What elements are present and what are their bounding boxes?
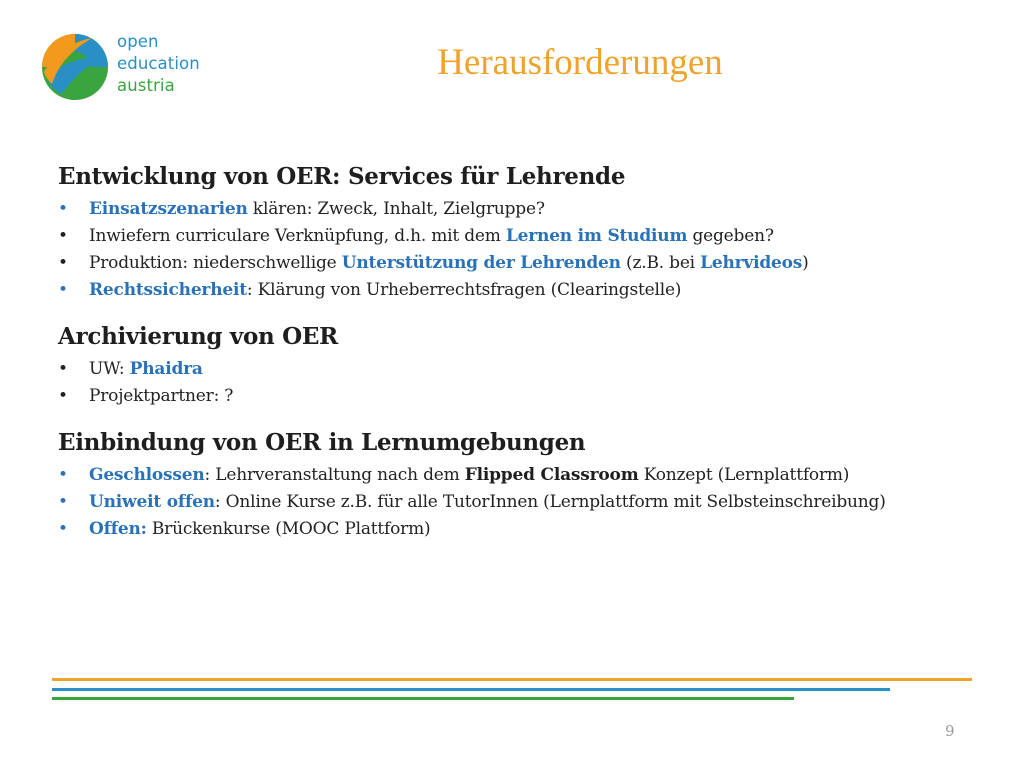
- highlighted-term: Geschlossen: [89, 465, 205, 485]
- section-heading: Einbindung von OER in Lernumgebungen: [58, 429, 586, 456]
- footer-line-orange: [52, 678, 972, 681]
- footer-line-green: [52, 697, 794, 700]
- list-item: [58, 197, 958, 221]
- item-text: : Lehrveranstaltung nach dem: [204, 465, 465, 485]
- bullet-icon: •: [58, 359, 68, 379]
- bullet-list: [58, 463, 958, 541]
- bullet-icon: •: [58, 280, 68, 300]
- page-number: 9: [945, 722, 955, 740]
- item-text: : Klärung von Urheberrechtsfragen (Clearingstelle): [246, 280, 682, 300]
- logo-line-education: education: [117, 54, 200, 73]
- item-text: klären: Zweck, Inhalt, Zielgruppe?: [247, 199, 545, 219]
- bullet-icon: •: [58, 519, 68, 539]
- highlighted-term: Phaidra: [129, 359, 203, 379]
- logo-line-open: open: [117, 32, 159, 51]
- section-heading: Entwicklung von OER: Services für Lehrende: [58, 163, 626, 190]
- logo-mark-icon: [40, 32, 110, 102]
- list-item: [58, 490, 958, 514]
- section-heading: Archivierung von OER: [58, 323, 338, 350]
- bullet-list: [58, 357, 958, 408]
- item-text: : Online Kurse z.B. für alle TutorInnen (Lernplattform mit Selbsteinschreibung): [214, 492, 886, 512]
- highlighted-term: Rechtssicherheit: [89, 280, 247, 300]
- logo-line-austria: austria: [117, 76, 175, 95]
- list-item: [58, 463, 958, 487]
- bullet-icon: •: [58, 465, 68, 485]
- list-item: [58, 357, 958, 381]
- bullet-icon: •: [58, 253, 68, 273]
- slide-title: Herausforderungen: [437, 42, 723, 83]
- bullet-icon: •: [58, 199, 68, 219]
- section-3: [58, 426, 958, 541]
- item-text: gegeben?: [687, 226, 774, 246]
- section-2: [58, 320, 958, 408]
- item-text: Projektpartner: ?: [89, 386, 234, 406]
- list-item: [58, 224, 958, 248]
- highlighted-term: Uniweit offen: [89, 492, 215, 512]
- list-item: [58, 384, 958, 408]
- item-text: Brückenkurse (MOOC Plattform): [146, 519, 431, 539]
- section-1: [58, 160, 958, 302]
- list-item: [58, 251, 958, 275]
- highlighted-term: Flipped Classroom: [464, 465, 639, 485]
- logo-text: [117, 31, 200, 97]
- logo: [40, 30, 240, 105]
- slide-content: [58, 160, 958, 559]
- item-text: UW:: [89, 359, 130, 379]
- item-text: ): [802, 253, 809, 273]
- highlighted-term: Lehrvideos: [700, 253, 803, 273]
- highlighted-term: Offen:: [89, 519, 147, 539]
- highlighted-term: Lernen im Studium: [505, 226, 688, 246]
- item-text: Inwiefern curriculare Verknüpfung, d.h. mit dem: [89, 226, 506, 246]
- list-item: [58, 517, 958, 541]
- footer-line-blue: [52, 688, 890, 691]
- item-text: Produktion: niederschwellige: [89, 253, 342, 273]
- item-text: (z.B. bei: [620, 253, 701, 273]
- highlighted-term: Einsatzszenarien: [89, 199, 248, 219]
- list-item: [58, 278, 958, 302]
- item-text: Konzept (Lernplattform): [638, 465, 850, 485]
- highlighted-term: Unterstützung der Lehrenden: [341, 253, 621, 273]
- bullet-list: [58, 197, 958, 302]
- bullet-icon: •: [58, 492, 68, 512]
- bullet-icon: •: [58, 226, 68, 246]
- bullet-icon: •: [58, 386, 68, 406]
